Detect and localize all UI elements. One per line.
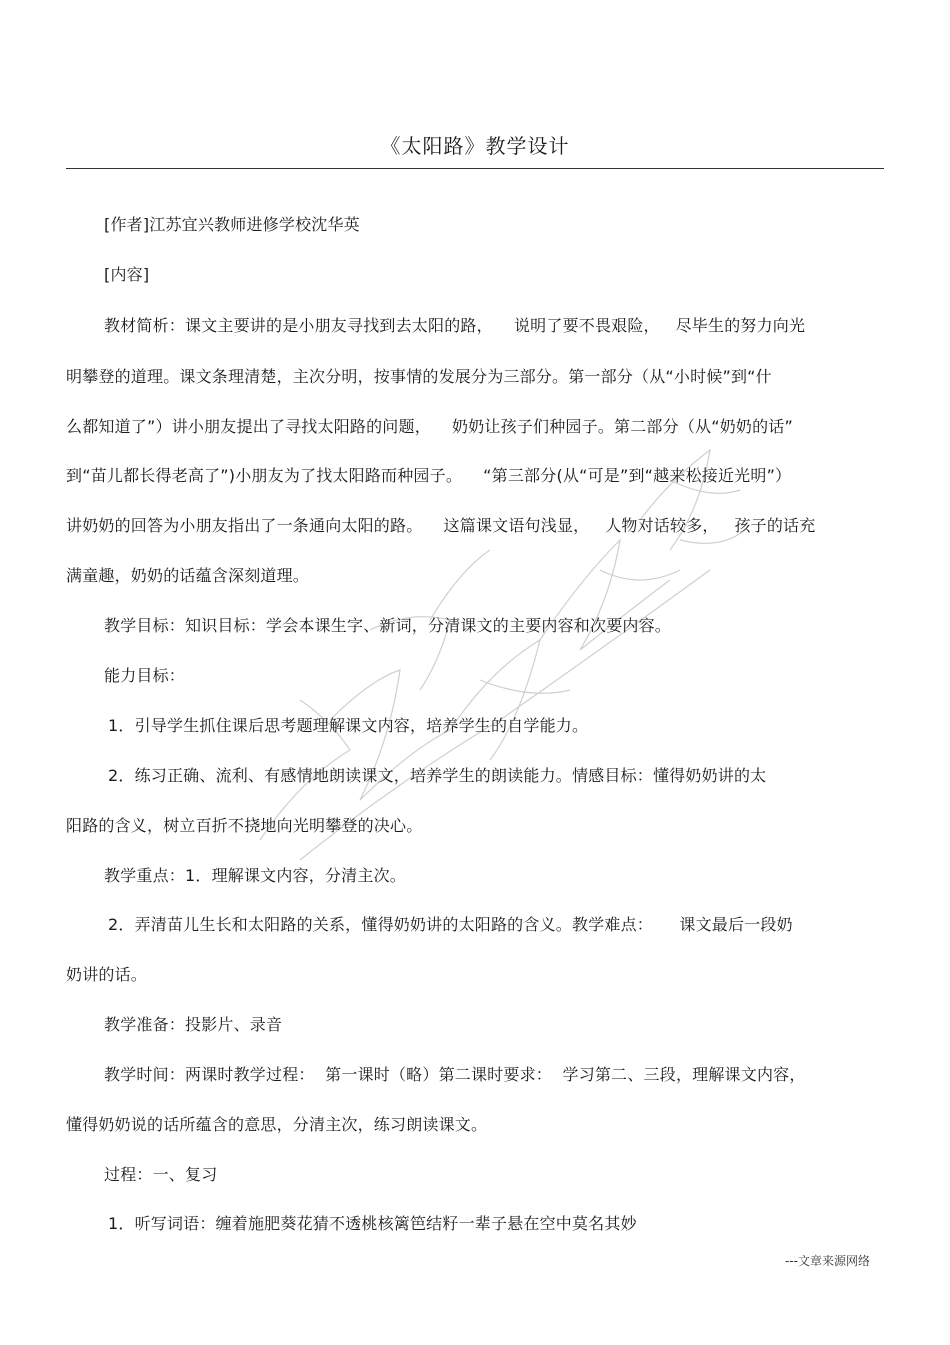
paragraph-line: 满童趣，奶奶的话蕴含深刻道理。 xyxy=(66,566,310,585)
content-label: [内容] xyxy=(104,265,150,284)
paragraph-line: 阳路的含义，树立百折不挠地向光明攀登的决心。 xyxy=(66,816,423,835)
paragraph-line: 能力目标： xyxy=(104,666,186,685)
paragraph-line: 教学时间：两课时教学过程： 第一课时（略）第二课时要求： 学习第二、三段，理解课文内容， xyxy=(104,1065,806,1084)
paragraph-line: 到“苗儿都长得老高了”)小朋友为了找太阳路而种园子。 “第三部分(从“可是”到“越来松接近光明”） xyxy=(66,466,792,485)
paragraph-line: 教学重点：1．理解课文内容，分清主次。 xyxy=(104,866,406,885)
paragraph-line: 2．练习正确、流利、有感情地朗读课文，培养学生的朗读能力。情感目标：懂得奶奶讲的太 xyxy=(108,766,767,785)
paragraph-line: 教学准备：投影片、录音 xyxy=(104,1015,283,1034)
paragraph-line: 教材简析：课文主要讲的是小朋友寻找到去太阳的路， 说明了要不畏艰险， 尽毕生的努力向光 xyxy=(104,316,806,335)
author-line: [作者]江苏宜兴教师进修学校沈华英 xyxy=(104,215,360,234)
watermark-stamp xyxy=(240,420,760,880)
paragraph-line: 2．弄清苗儿生长和太阳路的关系，懂得奶奶讲的太阳路的含义。教学难点： 课文最后一段奶 xyxy=(108,915,793,934)
paragraph-line: 讲奶奶的回答为小朋友指出了一条通向太阳的路。 这篇课文语句浅显， 人物对话较多， 孩子的话充 xyxy=(66,516,816,535)
paragraph-line: 懂得奶奶说的话所蕴含的意思，分清主次，练习朗读课文。 xyxy=(66,1115,488,1134)
paragraph-line: 么都知道了”）讲小朋友提出了寻找太阳路的问题， 奶奶让孩子们种园子。第二部分（从“奶奶的话” xyxy=(66,417,794,436)
paragraph-line: 教学目标：知识目标：学会本课生字、新词，分清课文的主要内容和次要内容。 xyxy=(104,616,672,635)
paragraph-line: 1．引导学生抓住课后思考题理解课文内容，培养学生的自学能力。 xyxy=(108,716,589,735)
title-divider xyxy=(66,168,884,169)
paragraph-line: 明攀登的道理。课文条理清楚，主次分明，按事情的发展分为三部分。第一部分（从“小时候”到“什 xyxy=(66,367,772,386)
source-footer: ---文章来源网络 xyxy=(785,1254,870,1268)
paragraph-line: 1．听写词语：缠着施肥葵花猜不透桃核篱笆结籽一辈子悬在空中莫名其妙 xyxy=(108,1214,637,1233)
document-title: 《太阳路》教学设计 xyxy=(380,134,570,158)
paragraph-line: 过程：一、复习 xyxy=(104,1165,218,1184)
paragraph-line: 奶讲的话。 xyxy=(66,965,148,984)
